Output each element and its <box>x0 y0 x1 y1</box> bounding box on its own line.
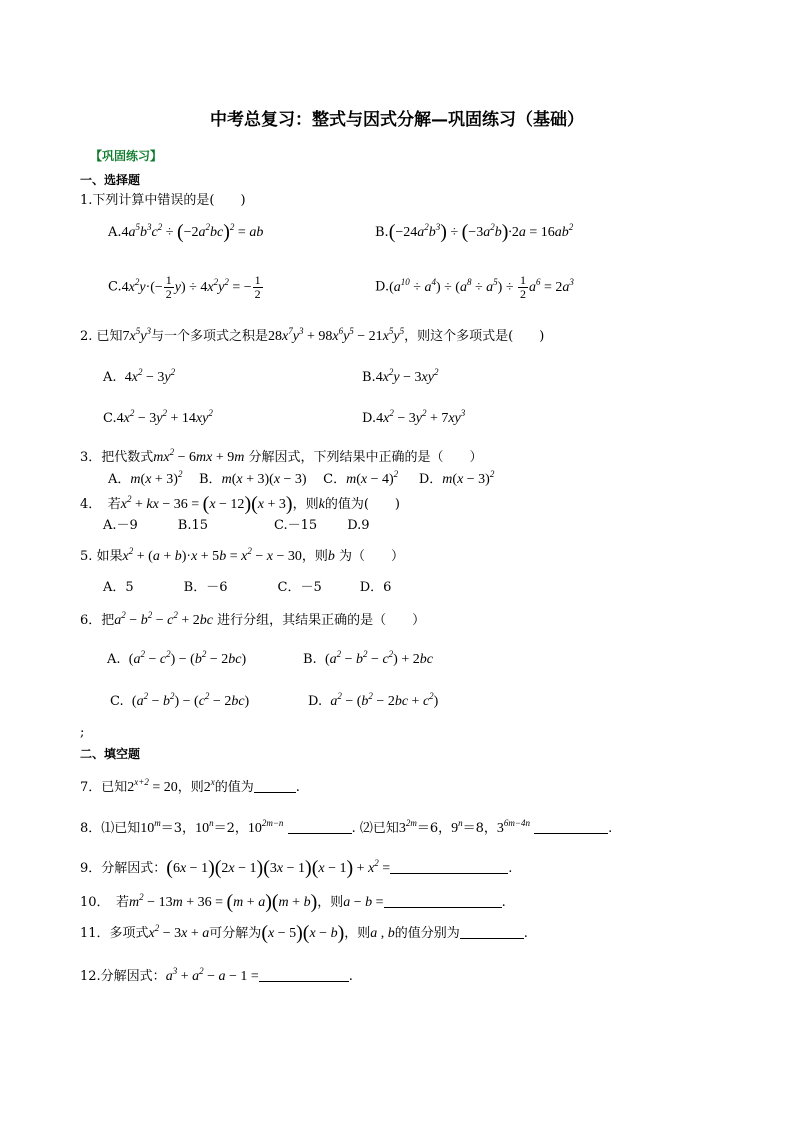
q6-stem: 6．把$a^2 - b^2 - c^2 + 2bc$ 进行分组，其结果正确的是（ ） <box>80 610 426 628</box>
part1-heading: 一、选择题 <box>80 173 141 187</box>
q1-option-a: $A.4a^5b^3c^2 \div (-2a^2bc)^2$ = ab <box>108 221 264 243</box>
q1-option-c: $C.4x^2y\cdot(-$ $\frac{1}{2}$ $y) \div 4x^2y^2$ = − $\frac{1}{2}$ <box>108 273 261 301</box>
page-title: 中考总复习：整式与因式分解—巩固练习（基础） <box>210 110 584 130</box>
q5-stem: 5. 如果$x^2 + (a + b)\cdot x + 5b = x^2 - x - 30$，则b 为（ ） <box>80 546 405 564</box>
q2-option-a: A. $4x^2 - 3y^2$ <box>103 367 176 385</box>
q6-option-d: D. $a^2 - (b^2 - 2bc + c^2)$ <box>308 691 439 709</box>
q6-option-a: A. $(a^2 - c^2) - (b^2 - 2bc)$ <box>107 649 247 667</box>
q1-option-d: $D.(a^{10} \div a^4) \div (a^8 \div a^5)$ ÷ $\frac{1}{2}$ $a^6 = 2a^3$ <box>375 273 574 301</box>
q9-answer-blank[interactable] <box>390 859 508 874</box>
q7-answer-blank[interactable] <box>254 778 296 793</box>
q10: 10． 若$m^2 - 13m + 36 = (m + a)(m + b)$，则a − b = . <box>80 891 506 913</box>
q11: 11．多项式$x^2 - 3x + a$可分解为(x − 5)(x − b)，则a , b的值分别为 . <box>80 922 528 944</box>
q10-answer-blank[interactable] <box>384 893 502 908</box>
q6-option-b: B. $(a^2 - b^2 - c^2) + 2bc$ <box>303 649 433 667</box>
section-tag: 【巩固练习】 <box>90 149 163 163</box>
q12-answer-blank[interactable] <box>259 967 349 982</box>
q8-answer-blank-1[interactable] <box>288 819 352 834</box>
q8-answer-blank-2[interactable] <box>534 819 608 834</box>
q9: 9．分解因式：$(6x - 1)(2x - 1)(3x - 1)(x - 1) + x^2$ = . <box>80 857 513 879</box>
q4-stem: 4． 若$x^2$ + kx − 36 = (x − 12)(x + 3)，则k的值为( ) <box>80 493 400 515</box>
q1-option-b: $B.(-24a^2b^3) \div (-3a^2b)\cdot 2a = 16ab^2$ <box>375 221 574 243</box>
q2-option-c: $C.4x^2 - 3y^2 + 14xy^2$ <box>103 408 213 426</box>
stray-semicolon: ; <box>80 725 85 740</box>
q11-answer-blank[interactable] <box>460 924 524 939</box>
q7: 7．已知$2^{x+2} = 20$，则2$^x$的值为 . <box>80 777 300 795</box>
q5-options: A．5 B．－6 C．－5 D．6 <box>103 580 392 595</box>
part2-heading: 二、填空题 <box>80 747 141 761</box>
q2-option-d: $D.4x^2 - 3y^2 + 7xy^3$ <box>362 408 466 426</box>
q12: 12.分解因式：$a^3 + a^2 - a - 1$ = . <box>80 966 353 984</box>
q1-stem: 1.下列计算中错误的是( ) <box>80 193 246 208</box>
q3-stem: 3．把代数式$mx^2 - 6mx + 9m$ 分解因式，下列结果中正确的是（ ） <box>80 447 483 465</box>
q4-options: A.－9 B.15 C.－15 D.9 <box>103 518 370 533</box>
q3-options: A．$m(x + 3)^2$ B．m(x + 3)(x − 3) C．$m(x - 4)^2$ D．$m(x - 3)^2$ <box>108 469 495 487</box>
q2-stem: 2. 已知$7x^5y^3$与一个多项式之积是$28x^7y^3 + 98x^6y^5 - 21x^5y^5$，则这个多项式是( ) <box>80 326 545 344</box>
q2-option-b: $B.4x^2y - 3xy^2$ <box>362 367 439 385</box>
q8: 8．⑴已知$10^m=3$，$10^n=2$，$10^{2m-n}$ . ⑵已知$3^{2m}=6$，$9^n=8$，$3^{6m-4n}$ . <box>80 818 613 836</box>
q6-option-c: C. $(a^2 - b^2) - (c^2 - 2bc)$ <box>110 691 250 709</box>
